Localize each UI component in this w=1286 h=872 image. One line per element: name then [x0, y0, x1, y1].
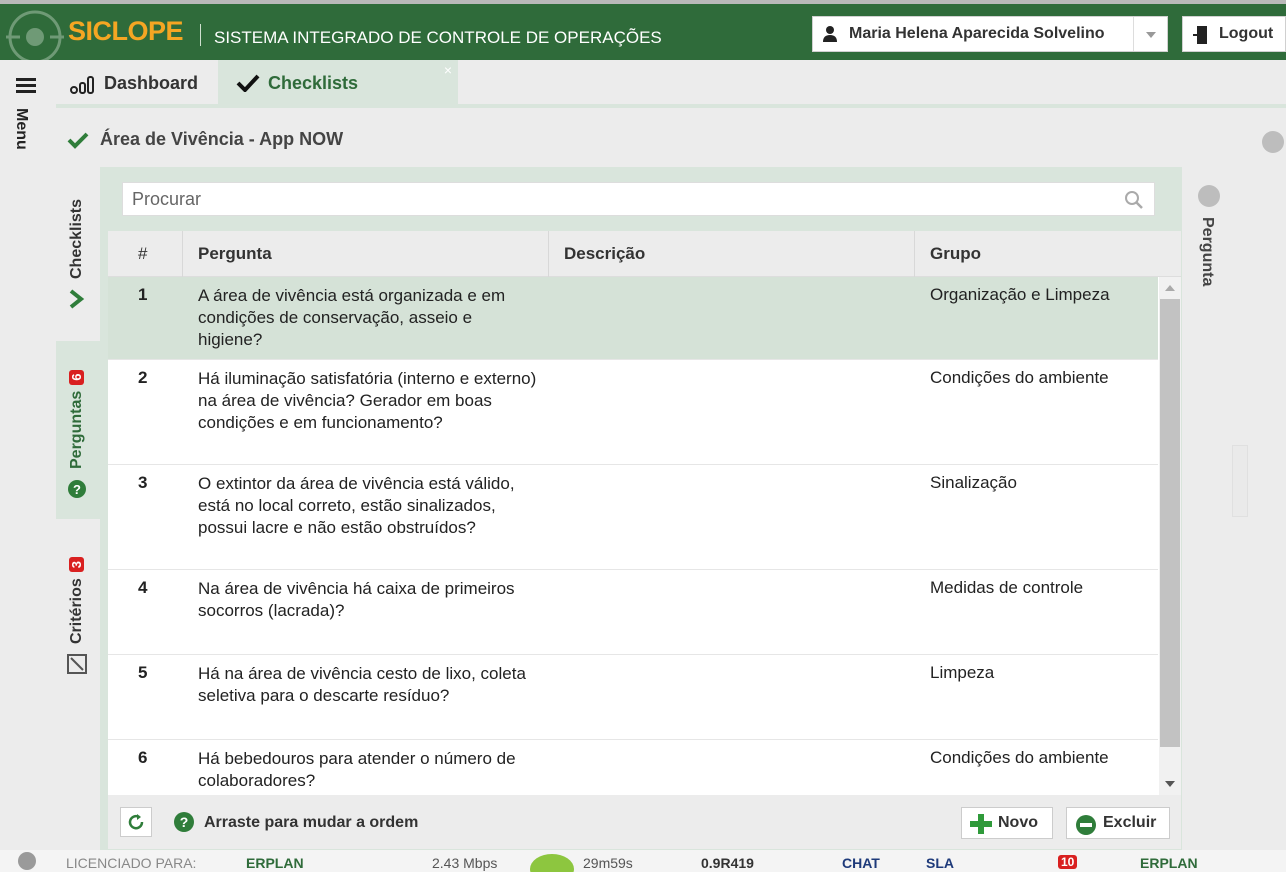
- row-group: Medidas de controle: [930, 578, 1084, 597]
- minus-circle-icon: [1075, 814, 1097, 836]
- session-timer: 29m59s: [583, 855, 633, 871]
- column-header-pergunta[interactable]: Pergunta: [183, 231, 549, 277]
- user-icon: [821, 25, 839, 43]
- expand-icon[interactable]: [18, 852, 36, 870]
- chevron-icon: [68, 289, 86, 309]
- search-input[interactable]: [123, 183, 1103, 215]
- sidetab-criterios[interactable]: [56, 528, 100, 688]
- count-badge: 3: [69, 557, 84, 572]
- sidetab-checklists-label: Checklists: [68, 198, 85, 279]
- brand-logo: SICLOPE: [68, 16, 184, 46]
- row-group: Sinalização: [930, 473, 1017, 492]
- help-icon: [173, 811, 195, 833]
- logout-label: Logout: [1219, 25, 1274, 42]
- tab-bar: [56, 60, 1286, 106]
- licensed-label: LICENCIADO PARA:: [66, 855, 197, 871]
- sidetab-perguntas-label: [68, 370, 86, 469]
- logout-button[interactable]: [1182, 16, 1286, 52]
- tab-dashboard[interactable]: [56, 60, 216, 106]
- sidetab-criterios-label: [68, 557, 86, 644]
- check-icon: [236, 74, 260, 92]
- row-group: Condições do ambiente: [930, 748, 1109, 767]
- row-question: O extintor da área de vivência está válido, está no local correto, estão sinalizados, possui lacre e não estão obstruídos?: [198, 474, 515, 537]
- column-header-descricao[interactable]: Descrição: [549, 231, 915, 277]
- bar-chart-icon: [70, 76, 96, 94]
- company-name: ERPLAN: [246, 855, 304, 871]
- row-number: 1: [138, 285, 148, 304]
- refresh-icon: [127, 813, 145, 831]
- collapse-right-icon[interactable]: [1262, 131, 1284, 153]
- panel-resize-handle[interactable]: [1232, 445, 1248, 517]
- plus-icon: [970, 814, 992, 834]
- hamburger-menu-icon[interactable]: [16, 78, 36, 94]
- drag-hint: Arraste para mudar a ordem: [204, 814, 419, 831]
- table-row[interactable]: [108, 360, 1158, 465]
- system-subtitle: SISTEMA INTEGRADO DE CONTROLE DE OPERAÇÕES: [214, 28, 662, 47]
- sidetab-perguntas[interactable]: [56, 341, 100, 519]
- tab-checklists-label: Checklists: [268, 73, 359, 93]
- connection-speed: 2.43 Mbps: [432, 855, 498, 871]
- table-row[interactable]: [108, 740, 1158, 795]
- chevron-down-icon[interactable]: [1133, 17, 1167, 51]
- session-timer-icon: [530, 854, 574, 872]
- row-question: Há bebedouros para atender o número de colaboradores?: [198, 749, 516, 790]
- column-header-number[interactable]: #: [108, 231, 183, 277]
- questions-table: [108, 231, 1181, 795]
- row-question: Há iluminação satisfatória (interno e externo) na área de vivência? Gerador em boas condições e em funcionamento?: [198, 369, 537, 432]
- scroll-up-arrow-icon[interactable]: [1165, 285, 1175, 291]
- new-button-label: Novo: [998, 814, 1038, 831]
- table-header: [108, 231, 1181, 277]
- search-icon[interactable]: [1124, 190, 1144, 210]
- row-group: Condições do ambiente: [930, 368, 1109, 387]
- search-box[interactable]: [122, 182, 1155, 216]
- criterios-text: Critérios: [68, 578, 85, 644]
- column-header-grupo[interactable]: Grupo: [930, 244, 981, 263]
- question-icon: [67, 479, 87, 499]
- scroll-thumb[interactable]: [1160, 299, 1180, 747]
- tab-dashboard-label: Dashboard: [104, 73, 199, 93]
- row-question: A área de vivência está organizada e em condições de conservação, asseio e higiene?: [198, 286, 506, 349]
- refresh-button[interactable]: [120, 807, 152, 837]
- menu-label[interactable]: Menu: [13, 108, 30, 150]
- pergunta-panel-label: Pergunta: [1199, 217, 1216, 287]
- collapse-left-icon[interactable]: [1198, 185, 1220, 207]
- app-header: [0, 0, 1286, 60]
- svg-text:?: ?: [179, 814, 189, 830]
- count-badge: 6: [69, 370, 84, 385]
- delete-button-label: Excluir: [1103, 814, 1157, 831]
- row-question: Na área de vivência há caixa de primeiros socorros (lacrada)?: [198, 579, 515, 620]
- user-name: Maria Helena Aparecida Solvelino: [849, 25, 1105, 42]
- scroll-down-arrow-icon[interactable]: [1165, 781, 1175, 787]
- svg-text:?: ?: [73, 482, 81, 497]
- table-row[interactable]: [108, 465, 1158, 570]
- version-label: 0.9R419: [701, 855, 754, 871]
- company-name: ERPLAN: [1140, 855, 1198, 871]
- table-row[interactable]: [108, 570, 1158, 655]
- row-group: Organização e Limpeza: [930, 285, 1110, 304]
- pergunta-side-panel[interactable]: [1182, 167, 1232, 850]
- vertical-scrollbar[interactable]: [1159, 277, 1181, 795]
- perguntas-text: Perguntas: [68, 390, 85, 469]
- status-bar: [0, 850, 1286, 872]
- row-number: 5: [138, 663, 148, 682]
- delete-button[interactable]: [1066, 807, 1170, 839]
- table-row[interactable]: [108, 655, 1158, 740]
- questions-panel: [100, 167, 1182, 850]
- row-number: 4: [138, 578, 148, 597]
- close-icon[interactable]: ×: [443, 62, 452, 78]
- table-body: [108, 277, 1158, 795]
- row-question: Há na área de vivência cesto de lixo, coleta seletiva para o descarte resíduo?: [198, 664, 526, 705]
- menu-sidebar: [0, 60, 50, 850]
- check-icon: [67, 131, 89, 149]
- table-row[interactable]: [108, 277, 1158, 360]
- new-button[interactable]: [961, 807, 1053, 839]
- user-dropdown[interactable]: [812, 16, 1168, 52]
- logo-icon: [6, 8, 64, 66]
- exit-door-icon: [1193, 26, 1207, 44]
- page-title: Área de Vivência - App NOW: [100, 129, 344, 149]
- sidetab-checklists[interactable]: [56, 167, 100, 331]
- divider: [200, 24, 201, 46]
- table-footer: [108, 795, 1181, 849]
- tab-underline: [56, 104, 1286, 108]
- notification-badge[interactable]: 10: [1058, 855, 1077, 869]
- chat-link[interactable]: CHAT: [842, 855, 880, 871]
- row-number: 3: [138, 473, 148, 492]
- row-number: 6: [138, 748, 148, 767]
- tab-checklists[interactable]: [218, 60, 458, 106]
- row-number: 2: [138, 368, 148, 387]
- row-group: Limpeza: [930, 663, 995, 682]
- sla-dropdown[interactable]: SLA: [926, 855, 954, 871]
- edit-icon: [67, 654, 87, 674]
